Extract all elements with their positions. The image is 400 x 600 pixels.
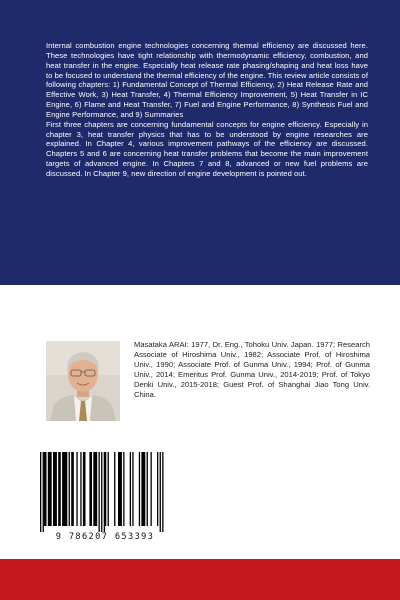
author-portrait-image <box>46 341 120 421</box>
synopsis-paragraph-2: First three chapters are concerning fundamental concepts for engine efficiency. Especially in chapter 3, heat transfer physics that has to be understood by engine researches are explained. In Chapter 4, various improvement pathways of the efficiency are discussed. Chapters 5 and 6 are concerning heat transfer problems that become the main improvement targets of advanced engine. In Chapters 7 and 8, advanced or new fuel problems are discussed. In Chapter 9, new direction of engine development is pointed out. <box>46 119 368 178</box>
cover-bottom-band <box>0 559 400 600</box>
cover-top-panel <box>0 0 400 285</box>
barcode-number: 9 786207 653393 <box>55 532 155 542</box>
isbn-barcode <box>34 452 176 544</box>
author-photo <box>46 341 120 421</box>
synopsis-paragraph-1: Internal combustion engine technologies concerning thermal efficiency are discussed here. These technologies have tight relationship with thermodynamic efficiency, combustion, and heat transfer in the engine. Especially heat release rate phasing/shaping and heat loss have to be focused to understand the thermal efficiency of the engine. This review article consists of following chapters: 1) Fundamental Concept of Thermal Efficiency, 2) Heat Release Rate and Effective Work, 3) Heat Transfer, 4) Thermal Efficiency Improvement, 5) Heat Transfer in IC Engine, 6) Flame and Heat Transfer, 7) Fuel and Engine Performance, 8) Synthesis Fuel and Engine Performance, and 9) Summaries <box>46 41 368 119</box>
barcode-bars <box>34 452 176 532</box>
author-biography: Masataka ARAI: 1977, Dr. Eng., Tohoku Univ. Japan. 1977; Research Associate of Hiroshima Univ., 1982; Associate Prof. of Hiroshima Univ., 1990; Associate Prof. of Gunma Univ., 1994; Prof. of Gunma Univ., 2014; Emeritus Prof. Gunma Univ., 2014-2019; Prof. of Tokyo Denki Univ., 2015-2018; Guest Prof. of Shanghai Jiao Tong Univ. China. <box>134 340 370 399</box>
book-synopsis <box>46 41 368 179</box>
